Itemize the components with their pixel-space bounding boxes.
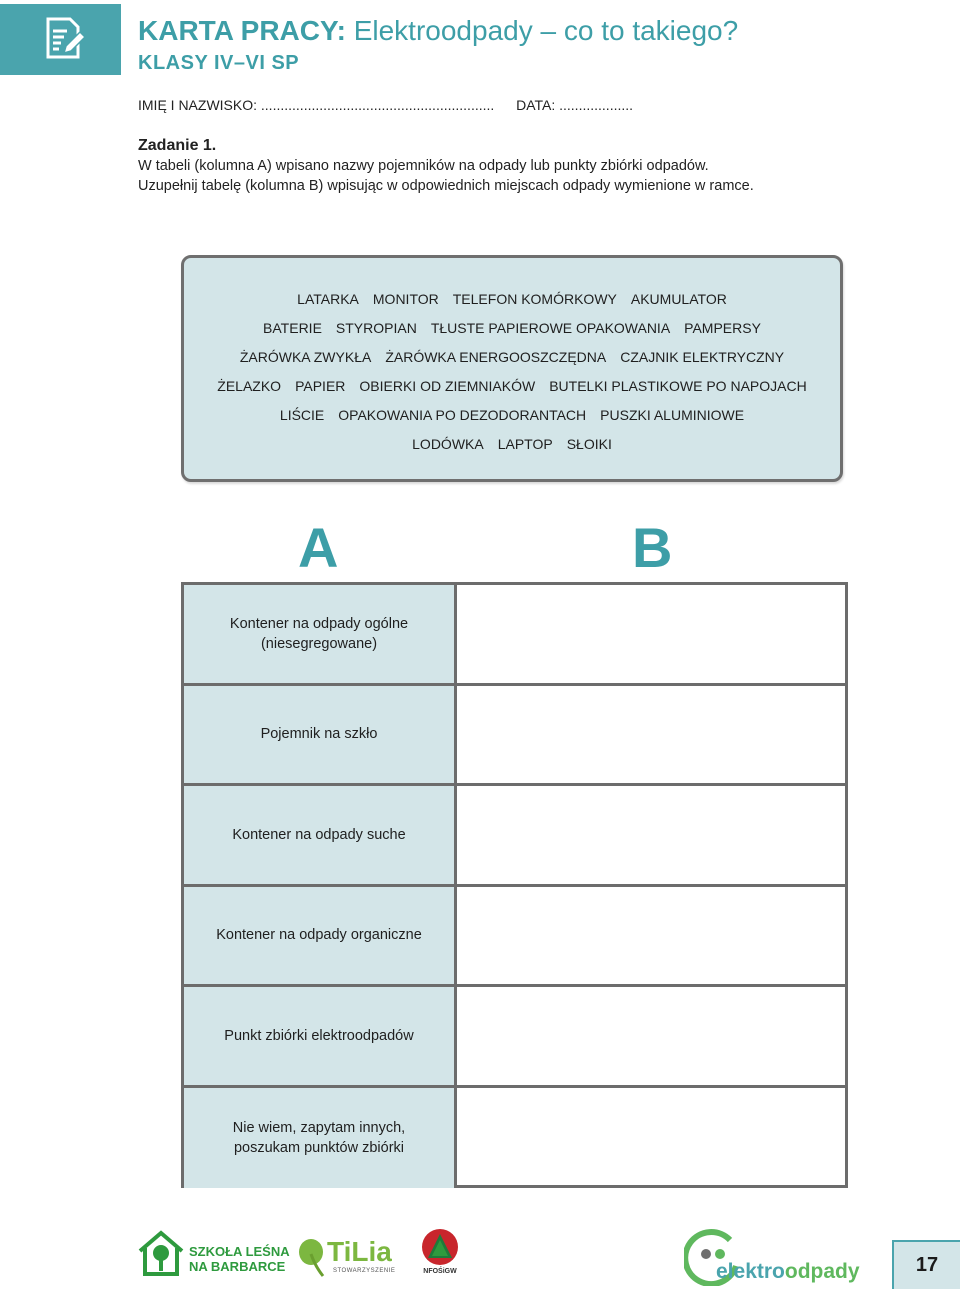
header-icon-box [0,4,121,75]
sorting-table [181,582,848,1188]
tilia-logo [297,1236,397,1280]
logo-odpady: odpady [784,1260,860,1283]
table-row [184,887,845,988]
cell-a-text: Kontener na odpady suche [232,826,406,843]
date-dots[interactable]: ................... [559,97,634,113]
cell-b-answer[interactable] [457,786,845,884]
title-bold: KARTA PRACY: [138,15,346,46]
word-item: ŻARÓWKA ZWYKŁA [239,349,372,365]
word-item: PAPIER [295,378,346,394]
name-label: IMIĘ I NAZWISKO: [138,97,258,113]
table-row [184,1088,845,1189]
cell-b-answer[interactable] [457,686,845,784]
task-line-2: Uzupełnij tabelę (kolumna B) wpisując w odpowiednich miejscach odpady wymienione w ramce. [138,178,754,194]
date-label: DATA: [516,97,556,113]
nfosigw-logo [420,1228,460,1280]
word-item: LATARKA [297,291,359,307]
word-item: OBIERKI OD ZIEMNIAKÓW [359,378,536,394]
table-row [184,786,845,887]
cell-b-answer[interactable] [457,1088,845,1189]
word-item: PUSZKI ALUMINIOWE [600,407,745,423]
word-row [184,436,840,452]
column-a-heading: A [298,516,339,579]
word-item: OPAKOWANIA PO DEZODORANTACH [338,407,587,423]
szkola-lesna-logo [137,1229,290,1279]
task-instructions [138,136,754,196]
name-date-line [138,97,633,113]
cell-a [184,987,457,1085]
word-item: LAPTOP [497,436,553,452]
table-row [184,686,845,787]
house-tree-icon [137,1229,185,1277]
word-item: MONITOR [372,291,439,307]
word-item: LIŚCIE [279,407,325,423]
word-item: SŁOIKI [566,436,612,452]
word-row [184,291,840,307]
word-item: BUTELKI PLASTIKOWE PO NAPOJACH [549,378,807,394]
cell-a-text: Kontener na odpady ogólne [229,615,409,632]
task-title: Zadanie 1. [138,137,217,154]
cell-a-text: Pojemnik na szkło [260,726,378,743]
word-row [184,320,840,336]
column-b-heading: B [632,516,673,579]
task-line-1: W tabeli (kolumna A) wpisano nazwy pojemników na odpady lub punkty zbiórki odpadów. [138,158,709,174]
logo-school-line2: NA BARBARCE [189,1259,286,1274]
cell-a [184,887,457,985]
cell-a-text: Punkt zbiórki elektroodpadów [224,1027,414,1044]
cell-b-answer[interactable] [457,585,845,683]
title-text: Elektroodpady – co to takiego? [345,15,739,46]
word-item: STYROPIAN [335,320,417,336]
cell-a [184,786,457,884]
cell-a-text: (niesegregowane) [260,635,378,652]
logo-elektro: elektro [716,1260,785,1283]
worksheet-pencil-icon [42,17,86,61]
cell-a-text: Kontener na odpady organiczne [216,927,422,944]
cell-a-text: poszukam punktów zbiórki [233,1139,405,1156]
word-item: ŻELAZKO [217,378,282,394]
logo-school-line1: SZKOŁA LEŚNA [189,1244,290,1259]
word-item: CZAJNIK ELEKTRYCZNY [620,349,785,365]
page-subtitle: KLASY IV–VI SP [138,52,300,74]
word-item: ŻARÓWKA ENERGOOSZCZĘDNA [385,349,607,365]
cell-a-text: Nie wiem, zapytam innych, [232,1119,406,1136]
tilia-sub: STOWARZYSZENIE [333,1268,396,1274]
cell-b-answer[interactable] [457,987,845,1085]
word-item: TELEFON KOMÓRKOWY [452,291,617,307]
word-item: TŁUSTE PAPIEROWE OPAKOWANIA [430,320,671,336]
word-item: BATERIE [263,320,322,336]
leaf-icon [297,1236,331,1278]
name-dots[interactable]: ............................................................ [260,97,495,113]
nfosigw-emblem-icon [421,1228,459,1266]
elektroodpady-logo [684,1226,870,1286]
page-number: 17 [892,1240,960,1289]
table-row [184,585,845,686]
word-box [181,255,843,482]
nfosigw-label: NFOŚiGW [423,1268,457,1275]
word-item: LODÓWKA [412,436,484,452]
cell-a [184,686,457,784]
word-row [184,407,840,423]
elektroodpady-wordmark [716,1260,860,1284]
word-row [184,378,840,394]
cell-a [184,1088,457,1189]
word-item: AKUMULATOR [630,291,727,307]
tilia-name: TiLia [327,1236,392,1267]
table-row [184,987,845,1088]
page-title [138,14,738,48]
cell-b-answer[interactable] [457,887,845,985]
word-row [184,349,840,365]
word-item: PAMPERSY [684,320,761,336]
cell-a [184,585,457,683]
